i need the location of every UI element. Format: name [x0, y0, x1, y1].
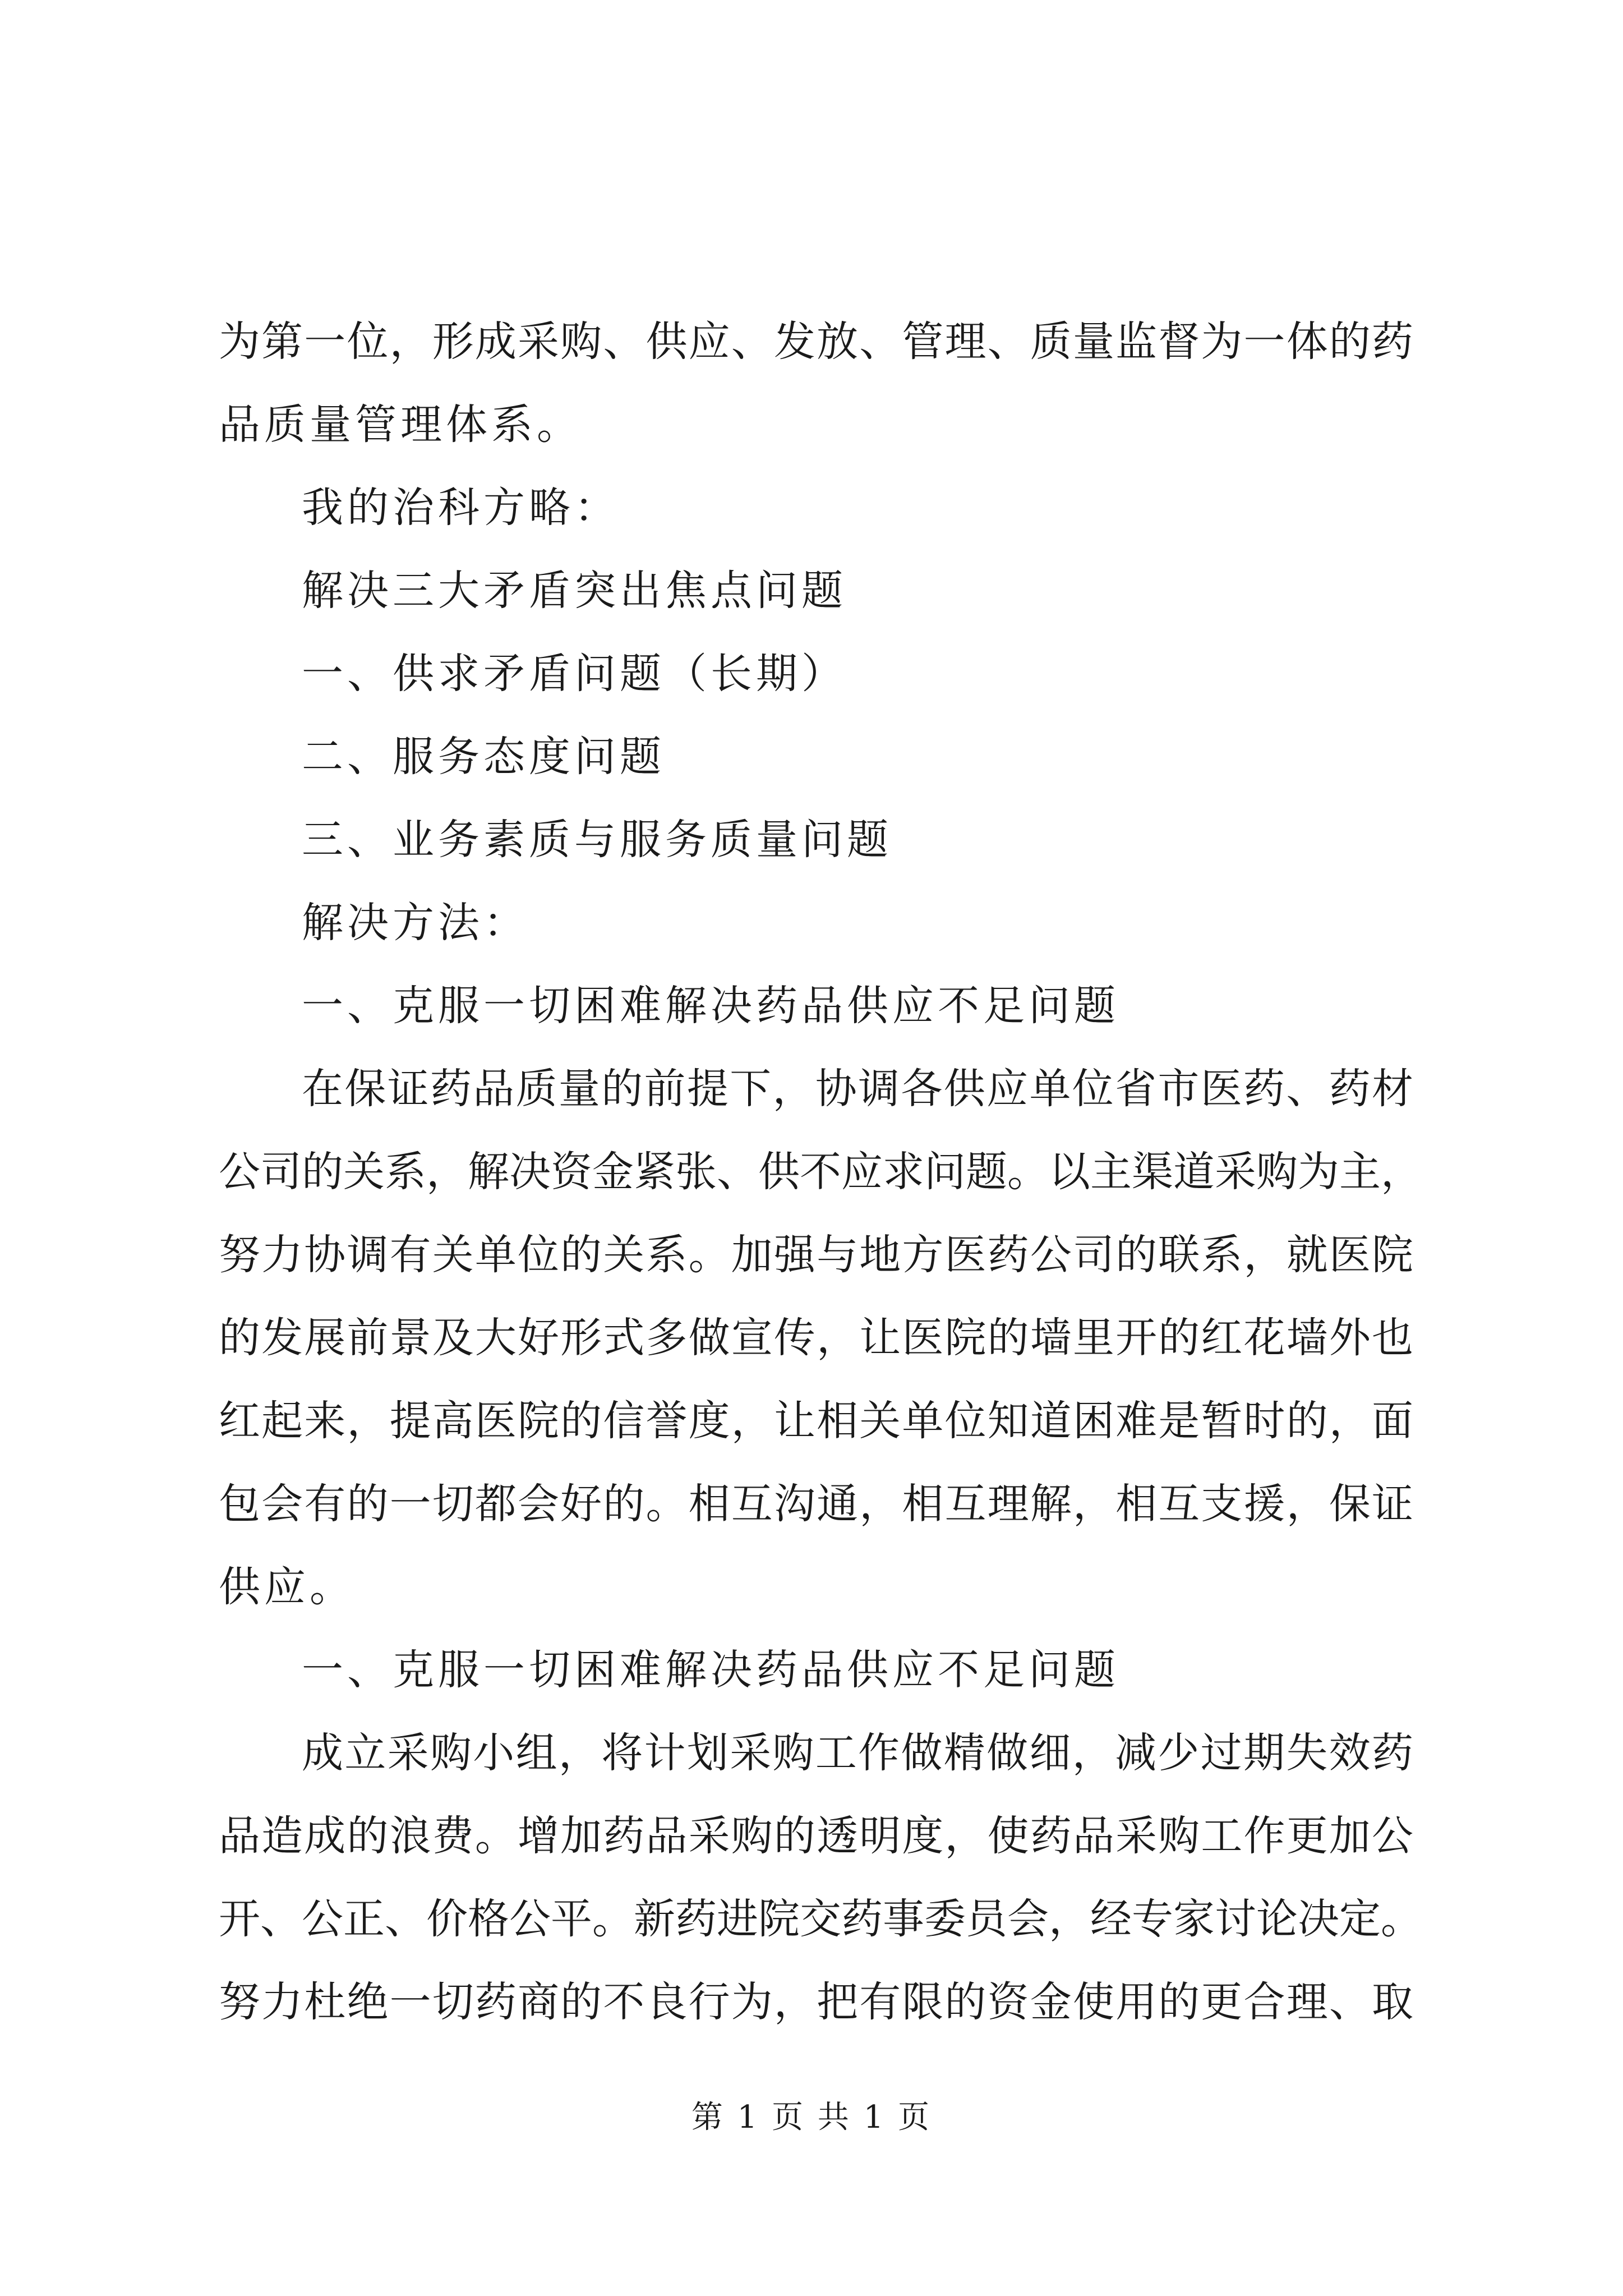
text-line: 二、服务态度问题: [302, 733, 665, 781]
text-line: 红起来，提高医院的信誉度，让相关单位知道困难是暂时的，面: [219, 1397, 1413, 1445]
text-line: 为第一位，形成采购、供应、发放、管理、质量监督为一体的药: [219, 318, 1413, 366]
text-line: 解决方法：: [302, 899, 529, 947]
text-line: 的发展前景及大好形式多做宣传，让医院的墙里开的红花墙外也: [219, 1314, 1413, 1362]
text-line: 包会有的一切都会好的。相互沟通，相互理解，相互支援，保证: [219, 1480, 1413, 1528]
text-line: 公司的关系，解决资金紧张、供不应求问题。以主渠道采购为主，: [219, 1148, 1422, 1196]
text-line: 品造成的浪费。增加药品采购的透明度，使药品采购工作更加公: [219, 1812, 1413, 1860]
text-line: 一、克服一切困难解决药品供应不足问题: [302, 1646, 1119, 1694]
text-line: 在保证药品质量的前提下，协调各供应单位省市医药、药材: [302, 1065, 1413, 1113]
text-line: 解决三大矛盾突出焦点问题: [302, 567, 847, 615]
text-line: 三、业务素质与服务质量问题: [302, 816, 892, 864]
text-line: 成立采购小组，将计划采购工作做精做细，减少过期失效药: [302, 1729, 1413, 1777]
text-line: 一、供求矛盾问题（长期）: [302, 650, 847, 698]
page-footer: 第 1 页 共 1 页: [691, 2099, 932, 2136]
text-line: 供应。: [219, 1563, 355, 1611]
text-line: 努力杜绝一切药商的不良行为，把有限的资金使用的更合理、取: [219, 1978, 1413, 2026]
text-line: 品质量管理体系。: [219, 401, 582, 449]
text-line: 努力协调有关单位的关系。加强与地方医药公司的联系，就医院: [219, 1231, 1413, 1279]
body-text: [219, 300, 1422, 2044]
text-line: 一、克服一切困难解决药品供应不足问题: [302, 982, 1119, 1030]
text-line: 开、公正、价格公平。新药进院交药事委员会，经专家讨论决定。: [219, 1895, 1422, 1943]
text-line: 我的治科方略：: [302, 484, 620, 532]
